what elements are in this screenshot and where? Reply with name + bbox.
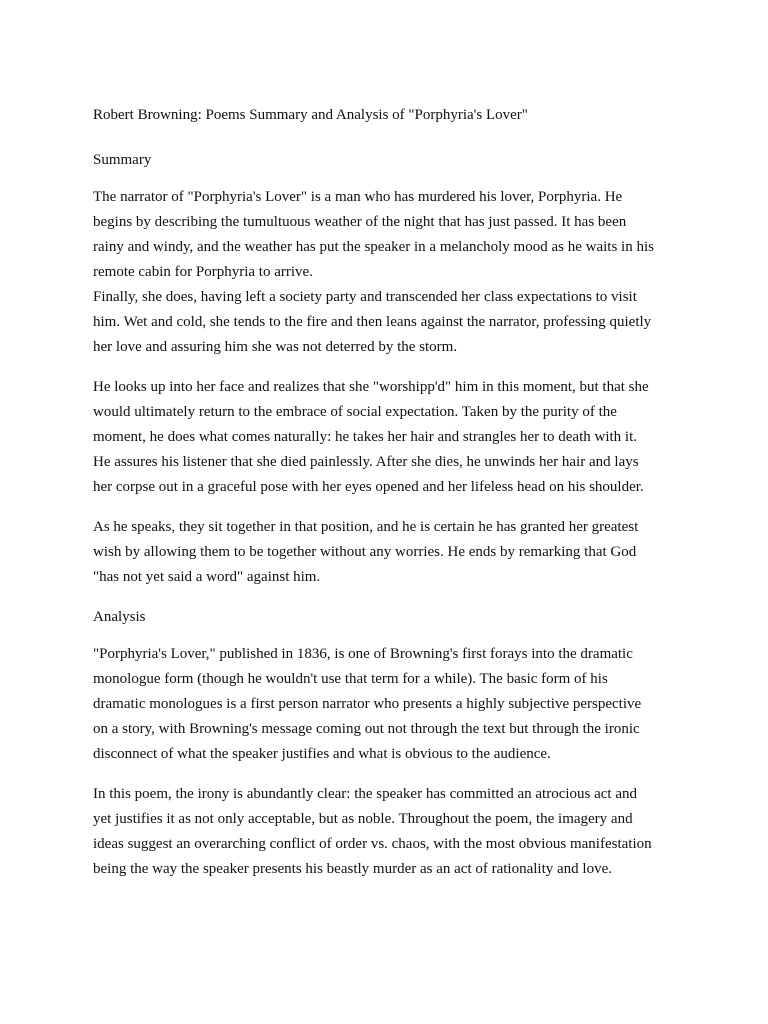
text-line: yet justifies it as not only acceptable, but as noble. Throughout the poem, the imagery and bbox=[93, 811, 633, 827]
text-line: He assures his listener that she died painlessly. After she dies, he unwinds her hair and lays bbox=[93, 454, 639, 470]
text-line: her love and assuring him she was not deterred by the storm. bbox=[93, 339, 458, 355]
summary-paragraph bbox=[93, 185, 683, 285]
summary-paragraph bbox=[93, 515, 683, 590]
document-title: Robert Browning: Poems Summary and Analysis of "Porphyria's Lover" bbox=[93, 107, 528, 123]
text-line: being the way the speaker presents his beastly murder as an act of rationality and love. bbox=[93, 861, 612, 877]
text-line: him. Wet and cold, she tends to the fire and then leans against the narrator, professing quietly bbox=[93, 314, 652, 330]
text-line: The narrator of "Porphyria's Lover" is a man who has murdered his lover, Porphyria. He bbox=[93, 189, 623, 205]
text-line: moment, he does what comes naturally: he takes her hair and strangles her to death with it. bbox=[93, 429, 638, 445]
text-line: ideas suggest an overarching conflict of order vs. chaos, with the most obvious manifestation bbox=[93, 836, 652, 852]
text-line: would ultimately return to the embrace of social expectation. Taken by the purity of the bbox=[93, 404, 617, 420]
analysis-heading: Analysis bbox=[93, 609, 146, 625]
text-line: "has not yet said a word" against him. bbox=[93, 569, 321, 585]
text-line: disconnect of what the speaker justifies and what is obvious to the audience. bbox=[93, 746, 551, 762]
summary-heading: Summary bbox=[93, 152, 152, 168]
text-line: As he speaks, they sit together in that position, and he is certain he has granted her greatest bbox=[93, 519, 639, 535]
text-line: Finally, she does, having left a society party and transcended her class expectations to visit bbox=[93, 289, 637, 305]
text-line: In this poem, the irony is abundantly clear: the speaker has committed an atrocious act and bbox=[93, 786, 637, 802]
text-line: wish by allowing them to be together without any worries. He ends by remarking that God bbox=[93, 544, 637, 560]
text-line: her corpse out in a graceful pose with her eyes opened and her lifeless head on his shoulder. bbox=[93, 479, 644, 495]
document-page bbox=[93, 103, 683, 897]
text-line: monologue form (though he wouldn't use that term for a while). The basic form of his bbox=[93, 671, 608, 687]
text-line: He looks up into her face and realizes that she "worshipp'd" him in this moment, but that she bbox=[93, 379, 649, 395]
text-line: dramatic monologues is a first person narrator who presents a highly subjective perspective bbox=[93, 696, 642, 712]
summary-paragraph bbox=[93, 375, 683, 500]
analysis-paragraph bbox=[93, 782, 683, 882]
text-line: rainy and windy, and the weather has put the speaker in a melancholy mood as he waits in his bbox=[93, 239, 654, 255]
analysis-paragraph bbox=[93, 642, 683, 767]
text-line: "Porphyria's Lover," published in 1836, is one of Browning's first forays into the dramatic bbox=[93, 646, 633, 662]
text-line: begins by describing the tumultuous weather of the night that has just passed. It has been bbox=[93, 214, 627, 230]
summary-paragraph bbox=[93, 285, 683, 360]
text-line: on a story, with Browning's message coming out not through the text but through the ironic bbox=[93, 721, 640, 737]
text-line: remote cabin for Porphyria to arrive. bbox=[93, 264, 313, 280]
